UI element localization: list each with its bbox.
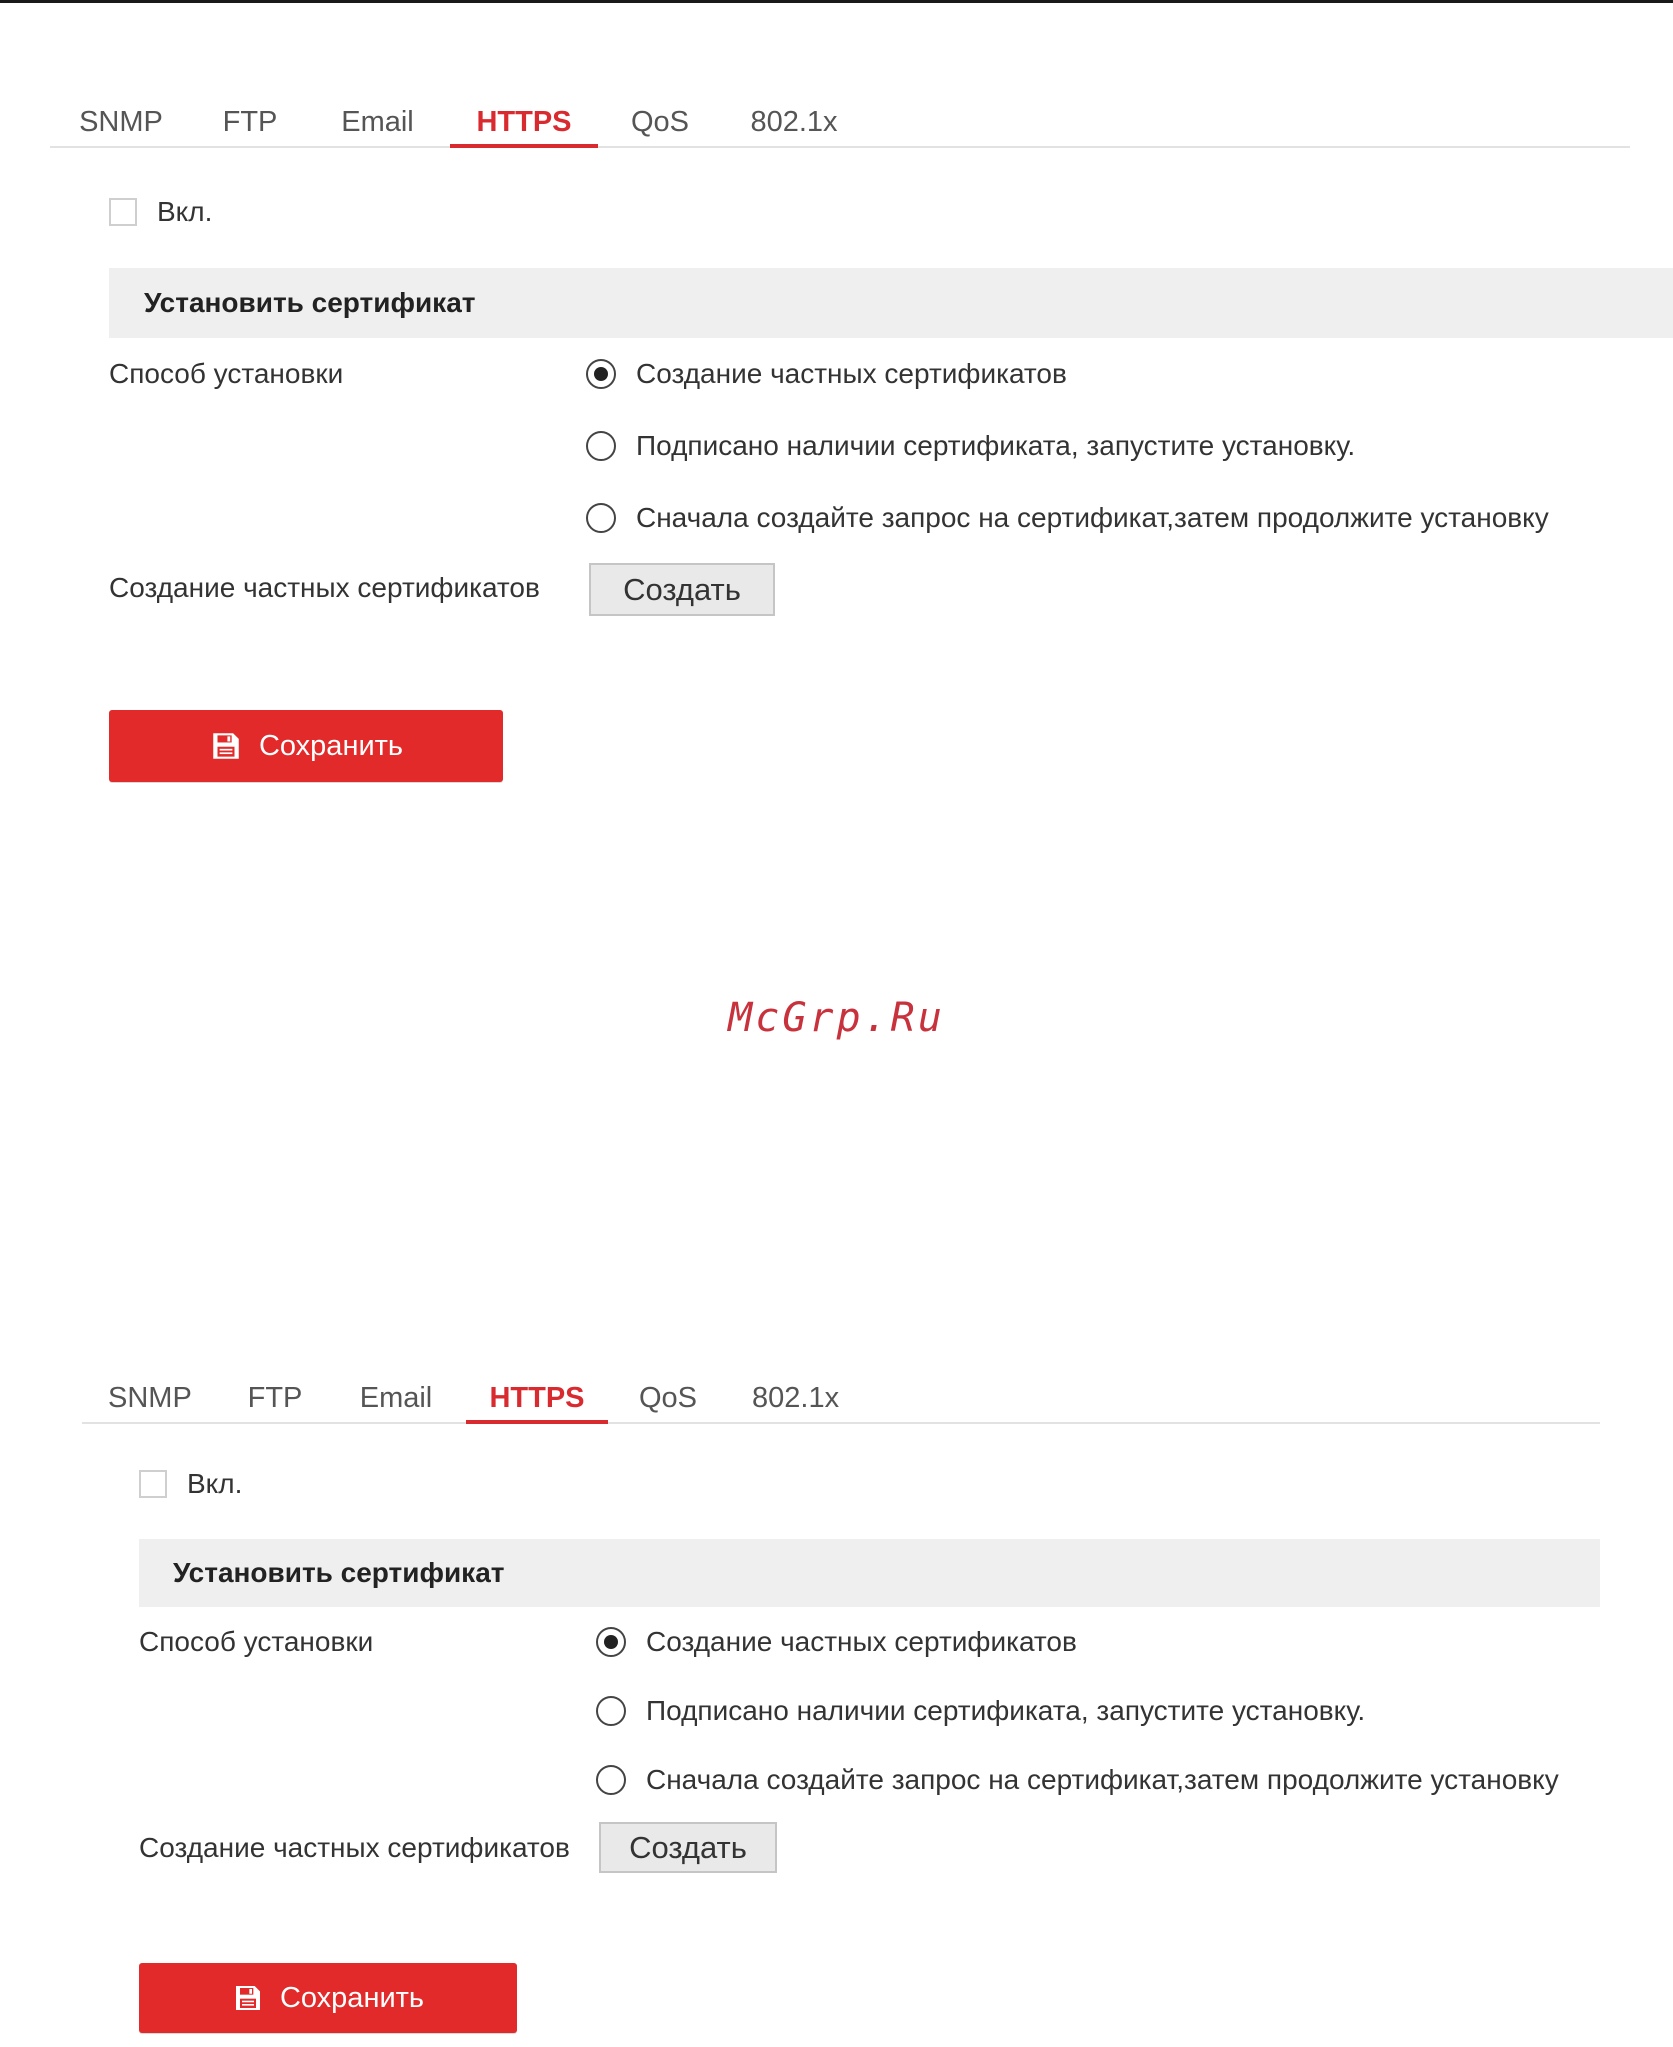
tab-qos[interactable]: QoS	[638, 1382, 698, 1414]
https-panel-2	[82, 1372, 1600, 2047]
tab-ftp[interactable]: FTP	[247, 1382, 303, 1414]
watermark: McGrp.Ru	[728, 995, 945, 1041]
radio-option-signed-cert[interactable]	[596, 1695, 1365, 1727]
enable-label: Вкл.	[187, 1468, 243, 1499]
save-label: Сохранить	[279, 1981, 425, 2014]
floppy-disk-icon	[232, 1982, 264, 2014]
radio-label: Сначала создайте запрос на сертификат,затем продолжите установку	[636, 502, 1549, 533]
radio-label: Создание частных сертификатов	[636, 358, 1067, 389]
radio-label: Создание частных сертификатов	[646, 1626, 1077, 1657]
radio-button[interactable]	[596, 1765, 626, 1795]
floppy-disk-icon	[209, 729, 243, 763]
section-title: Установить сертификат	[173, 1557, 505, 1588]
save-label: Сохранить	[258, 729, 404, 762]
enable-row	[109, 196, 212, 228]
section-title: Установить сертификат	[144, 287, 476, 318]
radio-option-signed-cert[interactable]	[586, 430, 1355, 462]
radio-button[interactable]	[586, 359, 616, 389]
tab-bar	[50, 96, 1630, 148]
radio-button[interactable]	[586, 431, 616, 461]
radio-option-cert-request[interactable]	[596, 1764, 1559, 1796]
install-method-label: Способ установки	[109, 358, 344, 389]
enable-checkbox[interactable]	[139, 1470, 167, 1498]
radio-option-private-cert[interactable]	[586, 358, 1067, 390]
save-button[interactable]	[109, 710, 503, 782]
radio-label: Подписано наличии сертификата, запустите установку.	[646, 1695, 1366, 1726]
tab-snmp[interactable]: SNMP	[108, 1382, 192, 1414]
https-panel-1	[50, 96, 1630, 796]
enable-label: Вкл.	[157, 196, 213, 227]
tab-https[interactable]: HTTPS	[466, 1372, 608, 1422]
tab-snmp[interactable]: SNMP	[79, 106, 163, 138]
create-button[interactable]: Создать	[599, 1822, 777, 1873]
save-button[interactable]	[139, 1963, 517, 2033]
tab-qos[interactable]: QoS	[630, 106, 690, 138]
radio-label: Подписано наличии сертификата, запустите установку.	[636, 430, 1356, 461]
radio-option-cert-request[interactable]	[586, 502, 1549, 534]
enable-row	[139, 1468, 242, 1500]
tab-8021x[interactable]: 802.1x	[752, 1382, 840, 1414]
tab-https[interactable]: HTTPS	[450, 96, 598, 146]
tab-email[interactable]: Email	[341, 106, 414, 138]
tab-bar	[82, 1372, 1600, 1424]
enable-checkbox[interactable]	[109, 198, 137, 226]
radio-button[interactable]	[586, 503, 616, 533]
section-header	[139, 1539, 1600, 1607]
install-method-label: Способ установки	[139, 1626, 374, 1657]
tab-email[interactable]: Email	[359, 1382, 433, 1414]
tab-8021x[interactable]: 802.1x	[750, 106, 838, 138]
radio-button[interactable]	[596, 1696, 626, 1726]
tab-ftp[interactable]: FTP	[222, 106, 278, 138]
create-cert-label: Создание частных сертификатов	[109, 572, 540, 603]
radio-button[interactable]	[596, 1627, 626, 1657]
create-button[interactable]: Создать	[589, 563, 775, 616]
radio-option-private-cert[interactable]	[596, 1626, 1077, 1658]
create-cert-label: Создание частных сертификатов	[139, 1832, 570, 1863]
section-header	[109, 268, 1673, 338]
radio-label: Сначала создайте запрос на сертификат,затем продолжите установку	[646, 1764, 1559, 1795]
top-border	[0, 0, 1673, 3]
